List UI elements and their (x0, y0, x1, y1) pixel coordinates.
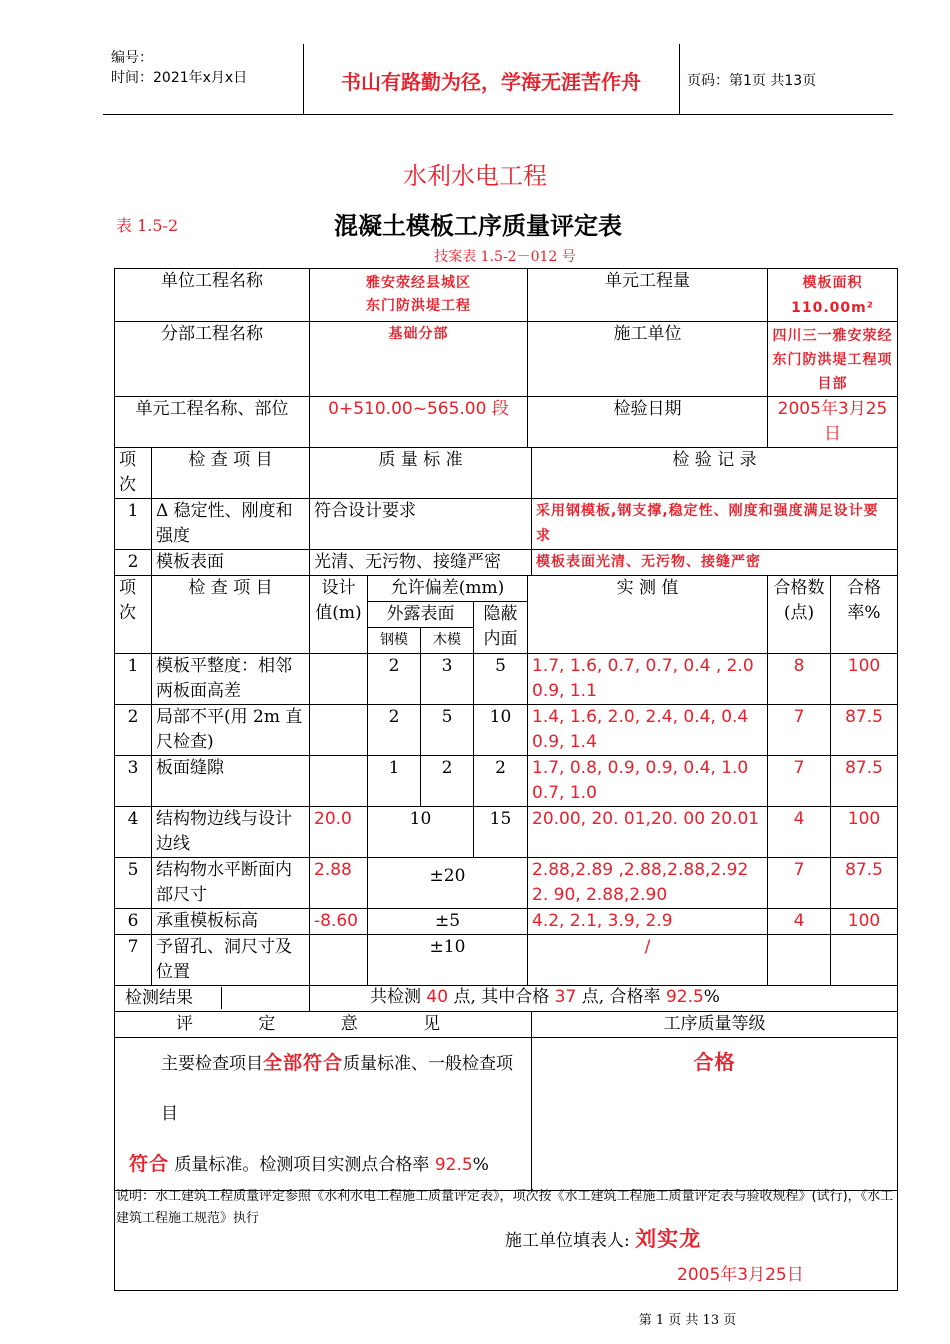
unit-project-value: 雅安荥经县城区 东门防洪堤工程 (310, 269, 528, 322)
m-row-no: 3 (115, 756, 152, 807)
unit-name-label: 单元工程名称、部位 (115, 397, 310, 448)
quality-grade: 合格 (532, 1038, 898, 1191)
table-code: 技案表 1.5-2－012 号 (434, 249, 576, 265)
m-row-measured: 20.00, 20. 01,20. 00 20.01 (528, 807, 768, 858)
m-row-count: 4 (768, 807, 831, 858)
m-row-no: 6 (115, 909, 152, 935)
category-title: 水利水电工程 (403, 162, 547, 190)
row-standard: 光清、无污物、接缝严密 (310, 550, 532, 576)
unit-project-label: 单位工程名称 (115, 269, 310, 322)
row-item: Δ 稳定性、刚度和强度 (152, 499, 310, 550)
row-standard: 符合设计要求 (310, 499, 532, 550)
page-number: 第 1 页 共 13 页 (638, 1313, 737, 1328)
row-no: 2 (115, 550, 152, 576)
m-count-header: 合格数(点) (768, 576, 831, 654)
m-design-header: 设计值(m) (310, 576, 368, 654)
m-row-rate: 87.5 (831, 858, 898, 909)
m-no-header: 项次 (115, 576, 152, 654)
m-row-design (310, 654, 368, 705)
m-row-design (310, 705, 368, 756)
m-row-rate: 100 (831, 909, 898, 935)
row-record: 模板表面光清、无污物、接缝严密 (532, 550, 898, 576)
table-row (115, 654, 898, 705)
m-row-design (310, 756, 368, 807)
header-motto: 书山有路勤为径，学海无涯苦作舟 (341, 70, 641, 94)
m-row-wood: 2 (421, 756, 474, 807)
form-title: 混凝土模板工序质量评定表 (334, 212, 622, 240)
m-row-tolerance: ±10 (368, 935, 528, 986)
unit-qty-value: 模板面积 110.00m² (768, 269, 898, 322)
m-steel-header: 钢模 (368, 628, 421, 654)
m-row-no: 4 (115, 807, 152, 858)
opinion-header: 评 定 意 见 (115, 1012, 532, 1038)
m-row-measured: 1.4, 1.6, 2.0, 2.4, 0.4, 0.4 0.9, 1.4 (528, 705, 768, 756)
result-cell (115, 986, 310, 1012)
m-wood-header: 木模 (421, 628, 474, 654)
m-row-tolerance: ±20 (368, 858, 528, 909)
m-measured-header: 实 测 值 (528, 576, 768, 654)
m-row-item: 予留孔、洞尺寸及位置 (152, 935, 310, 986)
m-row-no: 7 (115, 935, 152, 986)
result-summary: 共检测 40 点, 其中合格 37 点, 合格率 92.5% (310, 986, 898, 1012)
header-meta (111, 48, 247, 88)
col-item-header: 检 查 项 目 (152, 448, 310, 499)
m-row-rate: 100 (831, 654, 898, 705)
result-label: 检测结果 (115, 987, 222, 1009)
col-no-header: 项次 (115, 448, 152, 499)
col-standard-header: 质 量 标 准 (310, 448, 532, 499)
m-row-item: 模板平整度：相邻两板面高差 (152, 654, 310, 705)
result-rate: 92.5 (665, 987, 704, 1007)
m-row-count: 7 (768, 858, 831, 909)
table-row (115, 705, 898, 756)
m-row-item: 结构物边线与设计边线 (152, 807, 310, 858)
m-row-rate (831, 935, 898, 986)
col-record-header: 检 验 记 录 (532, 448, 898, 499)
m-row-rate: 100 (831, 807, 898, 858)
m-row-hidden: 2 (474, 756, 528, 807)
m-row-wood: 5 (421, 705, 474, 756)
time-label: 时间：2021年x月x日 (111, 70, 248, 86)
signer-name: 刘实龙 (635, 1227, 702, 1251)
m-row-item: 局部不平(用 2m 直尺检查) (152, 705, 310, 756)
m-row-measured: 1.7, 1.6, 0.7, 0.7, 0.4 , 2.0 0.9, 1.1 (528, 654, 768, 705)
table-row (115, 858, 898, 909)
opinion-hw-2: 符合 (129, 1153, 170, 1175)
m-row-hidden: 5 (474, 654, 528, 705)
m-row-design: 2.88 (310, 858, 368, 909)
m-tolerance-header: 允许偏差(mm) (368, 576, 528, 602)
evaluation-form (114, 268, 898, 1291)
opinion-text: 主要检查项目全部符合质量标准、一般检查项目 符合 质量标准。检测项目实测点合格率 92.5% (115, 1038, 532, 1191)
m-row-measured: / (528, 935, 768, 986)
m-row-design: -8.60 (310, 909, 368, 935)
m-hidden-header: 隐蔽内面 (474, 602, 528, 654)
row-no: 1 (115, 499, 152, 550)
document-header (103, 44, 893, 115)
m-row-tolerance: ±5 (368, 909, 528, 935)
m-row-steel: 1 (368, 756, 421, 807)
m-row-measured: 1.7, 0.8, 0.9, 0.9, 0.4, 1.0 0.7, 1.0 (528, 756, 768, 807)
contractor-value: 四川三一雅安荥经 东门防洪堤工程项目部 (768, 322, 898, 397)
signer (505, 1227, 701, 1254)
grade-header: 工序质量等级 (532, 1012, 898, 1038)
m-row-hidden: 10 (474, 705, 528, 756)
row-record: 采用钢模板,钢支撑,稳定性、刚度和强度满足设计要求 (532, 499, 898, 550)
m-row-exposed: 10 (368, 807, 474, 858)
opinion-hw-1: 全部符合 (263, 1052, 344, 1074)
m-row-count: 8 (768, 654, 831, 705)
unit-name-value: 0+510.00~565.00 段 (310, 397, 528, 448)
m-row-count (768, 935, 831, 986)
table-row (115, 909, 898, 935)
header-divider (679, 44, 680, 114)
row-item: 模板表面 (152, 550, 310, 576)
table-row (115, 807, 898, 858)
m-item-header: 检 查 项 目 (152, 576, 310, 654)
unit-qty-label: 单元工程量 (528, 269, 768, 322)
m-row-no: 5 (115, 858, 152, 909)
m-row-steel: 2 (368, 705, 421, 756)
m-row-rate: 87.5 (831, 756, 898, 807)
sub-project-value: 基础分部 (310, 322, 528, 397)
result-pass: 37 (554, 987, 577, 1007)
sign-date: 2005年3月25日 (677, 1265, 804, 1285)
sub-project-label: 分部工程名称 (115, 322, 310, 397)
m-row-wood: 3 (421, 654, 474, 705)
table-row (115, 935, 898, 986)
m-row-design (310, 935, 368, 986)
m-row-measured: 4.2, 2.1, 3.9, 2.9 (528, 909, 768, 935)
table-number: 表 1.5-2 (116, 216, 179, 235)
m-row-no: 1 (115, 654, 152, 705)
footnote: 说明：水工建筑工程质量评定参照《水利水电工程施工质量评定表》，项次按《水工建筑工程施工质量评定表与验收规程》(试行)，《水工建筑工程施工规范》执行 (116, 1189, 894, 1226)
table-row (115, 499, 898, 550)
m-row-count: 4 (768, 909, 831, 935)
m-row-item: 承重模板标高 (152, 909, 310, 935)
m-row-hidden: 15 (474, 807, 528, 858)
m-row-design: 20.0 (310, 807, 368, 858)
header-page-info: 页码：第1页 共13页 (687, 73, 817, 89)
result-total: 40 (426, 987, 449, 1007)
header-divider (303, 44, 304, 114)
m-row-item: 板面缝隙 (152, 756, 310, 807)
m-rate-header: 合格率% (831, 576, 898, 654)
signer-label: 施工单位填表人: (505, 1231, 630, 1251)
m-row-steel: 2 (368, 654, 421, 705)
m-row-measured: 2.88,2.89 ,2.88,2.88,2.92 2. 90, 2.88,2.90 (528, 858, 768, 909)
number-label: 编号： (111, 50, 153, 66)
inspect-date-value: 2005年3月25日 (768, 397, 898, 448)
m-row-rate: 87.5 (831, 705, 898, 756)
m-row-count: 7 (768, 756, 831, 807)
inspect-date-label: 检验日期 (528, 397, 768, 448)
m-row-item: 结构物水平断面内部尺寸 (152, 858, 310, 909)
table-row (115, 550, 898, 576)
m-row-count: 7 (768, 705, 831, 756)
m-exposed-header: 外露表面 (368, 602, 474, 628)
table-row (115, 756, 898, 807)
m-row-no: 2 (115, 705, 152, 756)
contractor-label: 施工单位 (528, 322, 768, 397)
